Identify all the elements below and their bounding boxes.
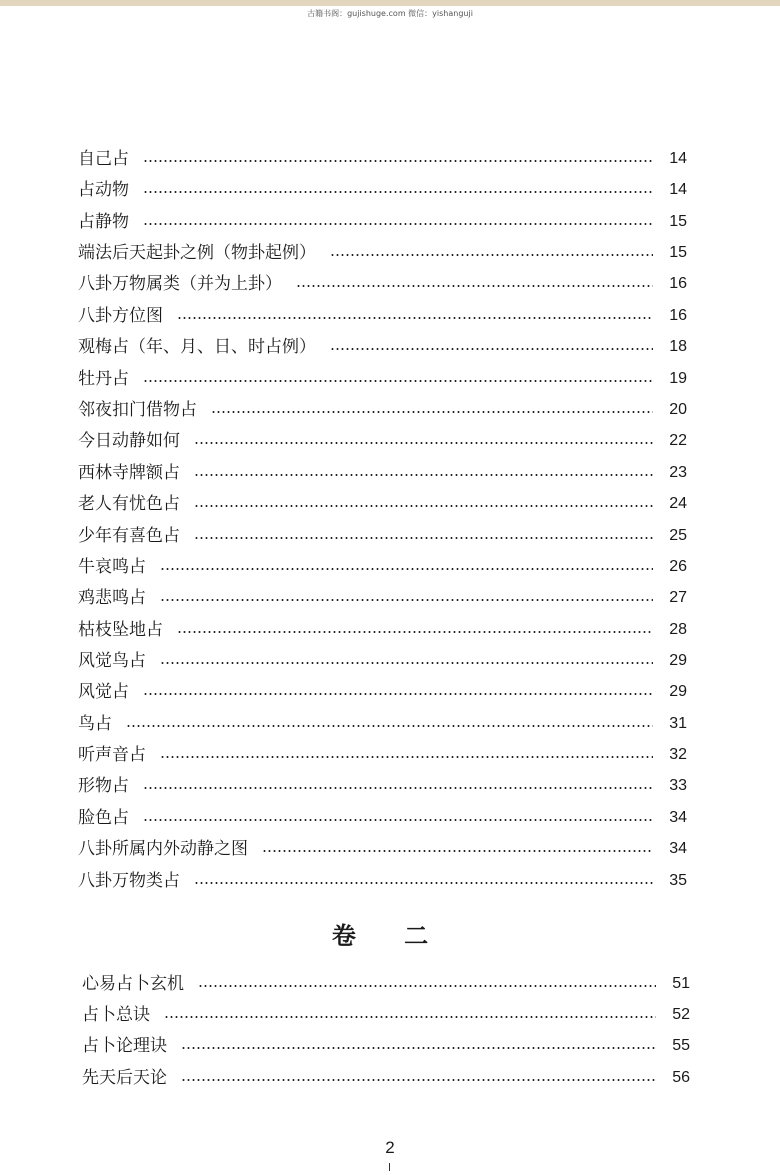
dot-leader: [198, 985, 656, 987]
dot-leader: [262, 850, 653, 852]
toc-entry-title: 占静物: [78, 212, 129, 232]
dot-leader: [143, 693, 653, 695]
dot-leader: [143, 380, 653, 382]
toc-entry-page: 29: [669, 683, 687, 700]
page-top-band: [0, 0, 780, 6]
dot-leader: [181, 1047, 656, 1049]
toc-entry-page: 19: [669, 370, 687, 387]
toc-entry-title: 占卜论理诀: [82, 1036, 167, 1056]
dot-leader: [194, 537, 653, 539]
toc-entry[interactable]: [78, 806, 687, 830]
toc-entry-title: 八卦万物属类（并为上卦）: [78, 274, 282, 294]
dot-leader: [126, 725, 653, 727]
toc-entry[interactable]: [78, 272, 687, 296]
toc-entry-page: 23: [669, 464, 687, 481]
toc-entry-page: 14: [669, 181, 687, 198]
toc-entry-title: 今日动静如何: [78, 431, 180, 451]
toc-entry-title: 风觉鸟占: [78, 651, 146, 671]
toc-entry[interactable]: [78, 649, 687, 673]
toc-entry[interactable]: [78, 147, 687, 171]
toc-entry-page: 22: [669, 432, 687, 449]
toc-entry[interactable]: [82, 1034, 690, 1058]
toc-entry-title: 少年有喜色占: [78, 526, 180, 546]
dot-leader: [211, 411, 653, 413]
toc-entry-title: 占卜总诀: [82, 1005, 150, 1025]
dot-leader: [330, 254, 653, 256]
toc-entry-page: 51: [672, 975, 690, 992]
dot-leader: [194, 882, 653, 884]
toc-entry[interactable]: [78, 241, 687, 265]
toc-entry-page: 15: [669, 213, 687, 230]
toc-entry-title: 八卦方位图: [78, 306, 163, 326]
watermark-text: 古籍书阁：gujishuge.com 微信：yishanguji: [307, 9, 473, 18]
toc-entry-page: 15: [669, 244, 687, 261]
toc-entry[interactable]: [82, 1066, 690, 1090]
dot-leader: [160, 599, 653, 601]
toc-entry-page: 26: [669, 558, 687, 575]
toc-entry-title: 八卦所属内外动静之图: [78, 839, 248, 859]
dot-leader: [177, 317, 653, 319]
toc-entry-title: 占动物: [78, 180, 129, 200]
toc-entry[interactable]: [78, 680, 687, 704]
toc-entry[interactable]: [78, 429, 687, 453]
toc-entry-page: 16: [669, 275, 687, 292]
toc-entry-title: 老人有忧色占: [78, 494, 180, 514]
toc-entry-page: 27: [669, 589, 687, 606]
toc-entry-title: 牛哀鸣占: [78, 557, 146, 577]
dot-leader: [143, 787, 653, 789]
dot-leader: [330, 348, 653, 350]
toc-entry[interactable]: [78, 837, 687, 861]
section-heading-volume-2: 卷 二: [331, 922, 449, 950]
toc-entry[interactable]: [78, 712, 687, 736]
toc-entry-page: 56: [672, 1069, 690, 1086]
toc-entry-page: 32: [669, 746, 687, 763]
dot-leader: [194, 505, 653, 507]
dot-leader: [194, 474, 653, 476]
toc-entry[interactable]: [78, 461, 687, 485]
toc-entry-page: 28: [669, 621, 687, 638]
toc-entry[interactable]: [78, 869, 687, 893]
toc-entry[interactable]: [78, 335, 687, 359]
toc-entry-title: 心易占卜玄机: [82, 974, 184, 994]
toc-entry-page: 35: [669, 872, 687, 889]
toc-entry-page: 31: [669, 715, 687, 732]
toc-entry-title: 听声音占: [78, 745, 146, 765]
toc-entry-title: 西林寺牌额占: [78, 463, 180, 483]
toc-entry-title: 鸡悲鸣占: [78, 588, 146, 608]
dot-leader: [160, 756, 653, 758]
page-number-tick: [389, 1163, 390, 1171]
dot-leader: [181, 1079, 656, 1081]
dot-leader: [143, 160, 653, 162]
toc-entry-title: 牡丹占: [78, 369, 129, 389]
dot-leader: [143, 223, 653, 225]
toc-entry-title: 形物占: [78, 776, 129, 796]
toc-entry-page: 52: [672, 1006, 690, 1023]
dot-leader: [160, 662, 653, 664]
toc-entry-page: 55: [672, 1037, 690, 1054]
dot-leader: [143, 819, 653, 821]
toc-entry-page: 33: [669, 777, 687, 794]
toc-entry[interactable]: [78, 210, 687, 234]
toc-entry[interactable]: [78, 367, 687, 391]
toc-entry[interactable]: [78, 743, 687, 767]
toc-entry[interactable]: [78, 555, 687, 579]
toc-entry-page: 20: [669, 401, 687, 418]
toc-entry-title: 端法后天起卦之例（物卦起例）: [78, 243, 316, 263]
toc-entry[interactable]: [78, 492, 687, 516]
toc-entry[interactable]: [82, 972, 690, 996]
dot-leader: [194, 442, 653, 444]
toc-entry-page: 14: [669, 150, 687, 167]
toc-entry[interactable]: [78, 774, 687, 798]
toc-entry[interactable]: [78, 398, 687, 422]
toc-entry-page: 29: [669, 652, 687, 669]
page-number: 2: [385, 1138, 395, 1157]
toc-entry[interactable]: [82, 1003, 690, 1027]
toc-entry[interactable]: [78, 524, 687, 548]
toc-entry-title: 先天后天论: [82, 1068, 167, 1088]
toc-entry-title: 风觉占: [78, 682, 129, 702]
dot-leader: [296, 285, 653, 287]
toc-entry[interactable]: [78, 618, 687, 642]
toc-entry-page: 24: [669, 495, 687, 512]
toc-entry-page: 34: [669, 840, 687, 857]
toc-entry[interactable]: [78, 586, 687, 610]
toc-entry-title: 脸色占: [78, 808, 129, 828]
toc-entry[interactable]: [78, 304, 687, 328]
toc-entry-page: 18: [669, 338, 687, 355]
dot-leader: [177, 631, 653, 633]
dot-leader: [164, 1016, 656, 1018]
toc-entry-page: 25: [669, 527, 687, 544]
toc-entry-page: 16: [669, 307, 687, 324]
dot-leader: [143, 191, 653, 193]
dot-leader: [160, 568, 653, 570]
toc-entry[interactable]: [78, 178, 687, 202]
toc-entry-title: 邻夜扣门借物占: [78, 400, 197, 420]
toc-entry-title: 鸟占: [78, 714, 112, 734]
toc-entry-title: 八卦万物类占: [78, 871, 180, 891]
toc-entry-page: 34: [669, 809, 687, 826]
toc-entry-title: 自己占: [78, 149, 129, 169]
toc-entry-title: 枯枝坠地占: [78, 620, 163, 640]
toc-entry-title: 观梅占（年、月、日、时占例）: [78, 337, 316, 357]
